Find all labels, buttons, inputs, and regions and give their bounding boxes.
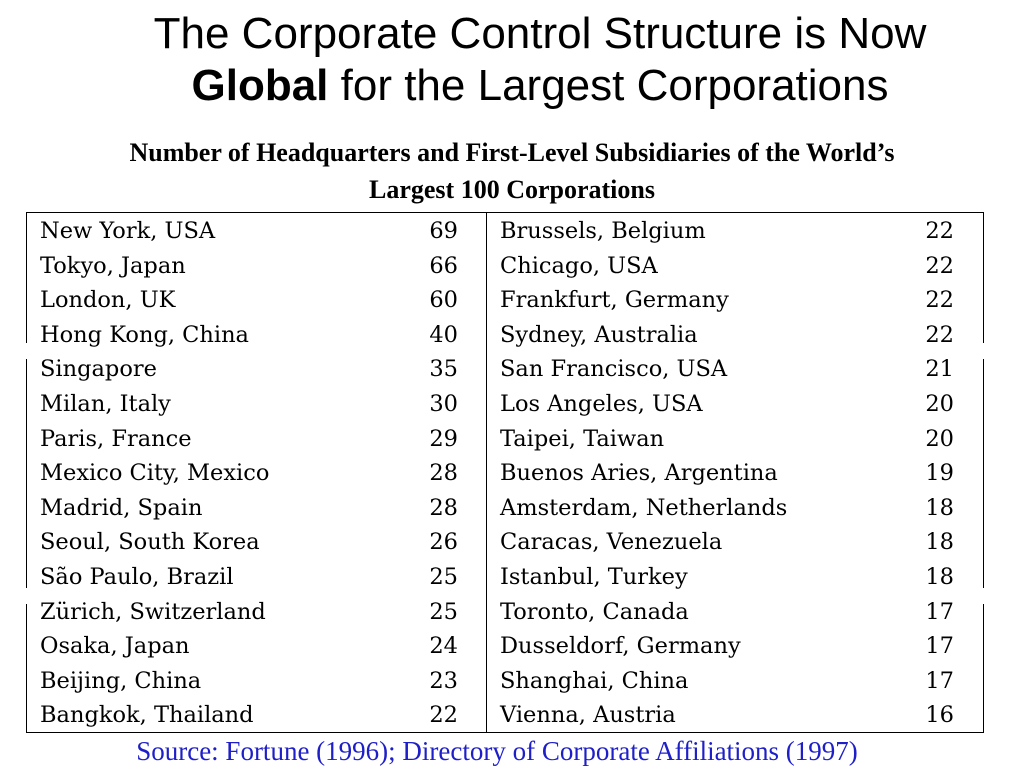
city-name-right: Vienna, Austria <box>500 702 676 729</box>
city-name-right: Shanghai, China <box>500 667 689 694</box>
city-name-right: Chicago, USA <box>500 252 658 279</box>
count-right: 20 <box>925 391 954 417</box>
count-left: 28 <box>429 460 458 487</box>
count-left: 60 <box>429 287 458 314</box>
table-row <box>26 595 984 630</box>
count-left: 26 <box>429 529 458 556</box>
count-right: 16 <box>925 702 954 729</box>
city-name-left: Paris, France <box>40 425 192 452</box>
city-name-right: Toronto, Canada <box>500 598 689 625</box>
count-right: 21 <box>925 356 954 383</box>
source-citation: Source: Fortune (1996); Directory of Corporate Affiliations (1997) <box>136 736 858 766</box>
city-name-left: Bangkok, Thailand <box>40 702 254 729</box>
city-name-left: Singapore <box>40 356 157 383</box>
table-row <box>26 249 984 284</box>
count-left: 30 <box>429 391 458 417</box>
table-row <box>26 698 984 733</box>
table-row <box>26 214 984 249</box>
city-name-left: New York, USA <box>40 218 216 244</box>
city-name-left: Osaka, Japan <box>40 633 190 660</box>
table-row <box>26 664 984 699</box>
city-name-right: San Francisco, USA <box>500 356 728 383</box>
table-heading-line-1: Number of Headquarters and First-Level Subsidiaries of the World’s <box>129 138 895 167</box>
city-name-right: Los Angeles, USA <box>500 391 703 417</box>
count-left: 22 <box>429 702 458 729</box>
city-name-left: Milan, Italy <box>40 391 171 417</box>
title-global-word: Global <box>191 61 329 110</box>
count-left: 69 <box>429 218 458 244</box>
city-name-left: Zürich, Switzerland <box>40 598 266 625</box>
city-name-left: Beijing, China <box>40 667 202 694</box>
count-right: 18 <box>925 564 954 590</box>
city-name-right: Istanbul, Turkey <box>500 564 688 590</box>
count-left: 23 <box>429 667 458 694</box>
city-table <box>26 212 984 733</box>
title-line-2 <box>0 60 1024 112</box>
city-name-right: Caracas, Venezuela <box>500 529 723 556</box>
count-left: 35 <box>429 356 458 383</box>
count-left: 29 <box>429 425 458 452</box>
city-name-left: Seoul, South Korea <box>40 529 260 556</box>
slide-title <box>0 8 1024 112</box>
city-name-right: Taipei, Taiwan <box>500 425 665 452</box>
table-row <box>26 283 984 318</box>
count-left: 28 <box>429 494 458 521</box>
count-left: 25 <box>429 598 458 625</box>
count-right: 20 <box>925 425 954 452</box>
city-name-left: São Paulo, Brazil <box>40 564 234 590</box>
city-name-right: Buenos Aries, Argentina <box>500 460 778 487</box>
table-row <box>26 525 984 560</box>
table-row <box>26 491 984 526</box>
table-row <box>26 318 984 353</box>
count-right: 22 <box>925 287 954 314</box>
city-name-left: Mexico City, Mexico <box>40 460 270 487</box>
table-heading-line-2: Largest 100 Corporations <box>369 175 655 204</box>
count-right: 22 <box>925 252 954 279</box>
count-right: 17 <box>925 598 954 625</box>
count-left: 25 <box>429 564 458 590</box>
city-name-left: Tokyo, Japan <box>40 252 186 279</box>
count-right: 17 <box>925 633 954 660</box>
count-right: 19 <box>925 460 954 487</box>
count-right: 22 <box>925 321 954 348</box>
city-name-right: Frankfurt, Germany <box>500 287 729 314</box>
count-right: 18 <box>925 494 954 521</box>
title-line-2-rest: for the Largest Corporations <box>328 61 889 110</box>
table-row <box>26 352 984 387</box>
city-name-right: Amsterdam, Netherlands <box>500 494 788 521</box>
count-right: 22 <box>925 218 954 244</box>
title-line-1: The Corporate Control Structure is Now <box>153 9 927 58</box>
table-row <box>26 422 984 457</box>
city-name-left: Hong Kong, China <box>40 321 249 348</box>
table-row <box>26 387 984 422</box>
city-name-right: Brussels, Belgium <box>500 218 706 244</box>
table-row <box>26 456 984 491</box>
city-name-left: Madrid, Spain <box>40 494 203 521</box>
city-name-right: Sydney, Australia <box>500 321 698 348</box>
count-right: 18 <box>925 529 954 556</box>
count-left: 40 <box>429 321 458 348</box>
table-row <box>26 560 984 595</box>
city-name-right: Dusseldorf, Germany <box>500 633 741 660</box>
city-name-left: London, UK <box>40 287 176 314</box>
count-right: 17 <box>925 667 954 694</box>
table-heading <box>0 134 1024 208</box>
table-row <box>26 629 984 664</box>
count-left: 66 <box>429 252 458 279</box>
count-left: 24 <box>429 633 458 660</box>
